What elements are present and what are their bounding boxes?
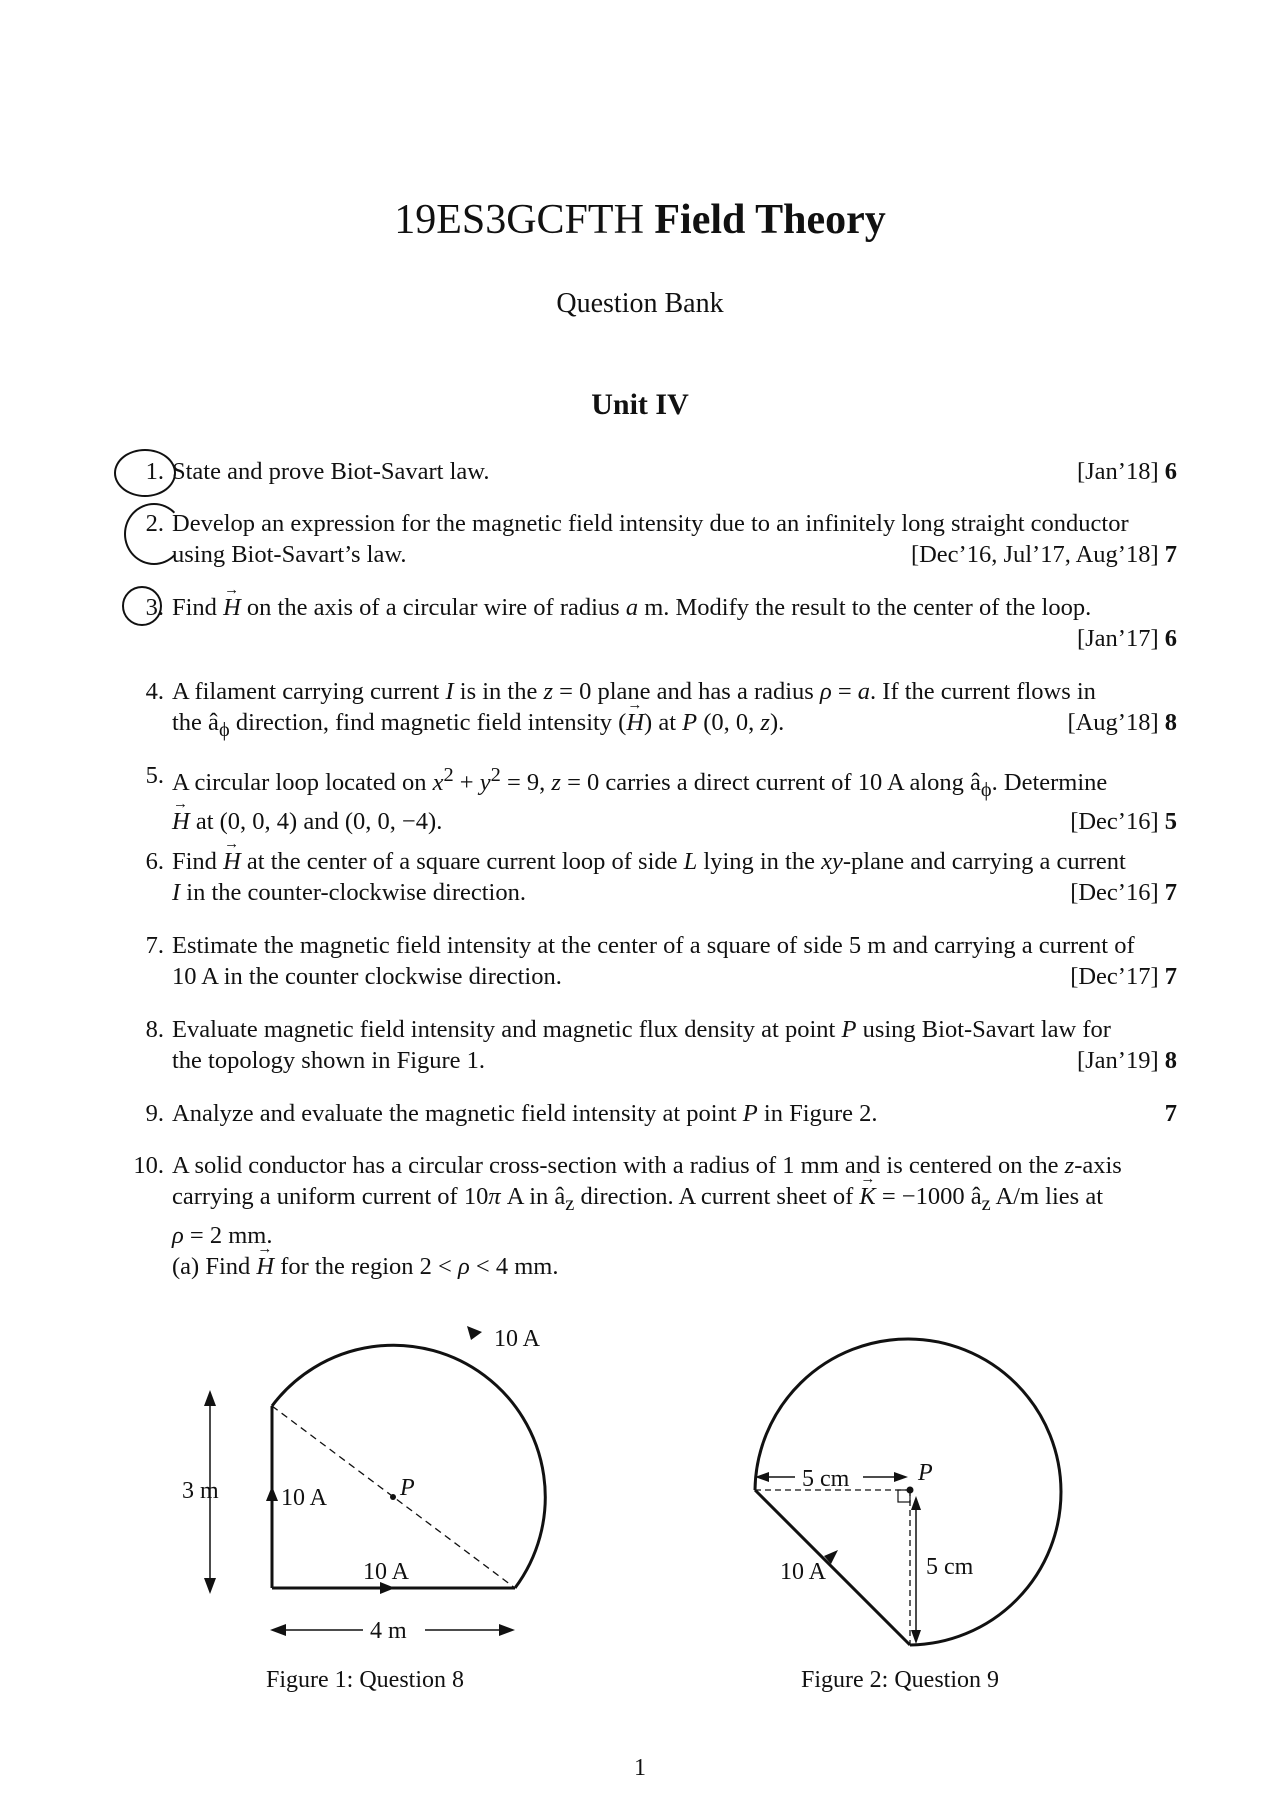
- left-edge-arrow-icon: [266, 1486, 278, 1501]
- loop-arc: [272, 1345, 545, 1588]
- label-arc-current: 10 A: [494, 1326, 541, 1352]
- question-10: [122, 1150, 1177, 1282]
- label-height: 3 m: [182, 1478, 219, 1504]
- course-name: Field Theory: [654, 197, 886, 243]
- question-number: 4.: [145, 678, 164, 705]
- figure-2-caption: Figure 2: Question 9: [801, 1667, 999, 1693]
- point-p-dot: [390, 1494, 396, 1500]
- question-text: A circular loop located on $x^2 + y^2 = 9$, z = 0 carries a direct current of 10 A along $â_\phi$. Determine: [172, 764, 1108, 802]
- width-arrow-left-icon: [270, 1624, 286, 1636]
- label-point-p: P: [400, 1475, 415, 1501]
- question-text: Find → H at the center of a square current loop of side L lying in the xy-plane and carrying a current: [172, 846, 1177, 877]
- question-tag: [Jan’17] 6: [1076, 625, 1177, 652]
- question-text: A filament carrying current I is in the z = 0 plane and has a radius ρ = a. If the current flows in: [172, 678, 1096, 705]
- question-text: State and prove Biot-Savart law.: [172, 458, 490, 485]
- course-code: 19ES3GCFTH: [394, 197, 644, 243]
- question-text: Find → H on the axis of a circular wire of radius a m. Modify the result to the center of the loop.: [172, 592, 1177, 623]
- question-number: 9.: [145, 1100, 164, 1127]
- unit-heading: Unit IV: [591, 388, 689, 421]
- question-7: [122, 930, 1177, 992]
- height-arrow-up-icon: [204, 1390, 216, 1406]
- question-text: A solid conductor has a circular cross-section with a radius of 1 mm and is centered on the z-axis: [172, 1152, 1122, 1179]
- question-9: [122, 1098, 1177, 1129]
- question-number: 8.: [145, 1016, 164, 1043]
- question-tag: [Dec’16] 5: [1070, 808, 1177, 836]
- figure-1: [180, 1320, 580, 1650]
- question-subpart: (a) Find → H for the region 2 < ρ < 4 mm.: [172, 1251, 1177, 1282]
- question-text-cont: the $â_\phi$ direction, find magnetic field intensity (→ H) at P (0, 0, z).: [172, 709, 784, 736]
- label-vertical: 5 cm: [926, 1554, 974, 1580]
- question-tag: [Jan’19] 8: [1076, 1047, 1177, 1074]
- question-tag: 7: [1164, 1100, 1177, 1127]
- question-text: carrying a uniform current of 10π A in $â_z$ direction. A current sheet of → K = −1000 $â_z$ A/m lies at: [172, 1181, 1177, 1220]
- page-title: [0, 196, 1280, 244]
- loop-diagonal-edge: [755, 1490, 910, 1645]
- question-number: 6.: [145, 848, 164, 875]
- question-tag: [Jan’18] 6: [1076, 458, 1177, 485]
- height-arrow-down-icon: [204, 1578, 216, 1594]
- question-number: 10.: [133, 1152, 164, 1179]
- question-1: [122, 456, 1177, 487]
- question-text-cont: → H at (0, 0, 4) and (0, 0, −4).: [172, 808, 442, 835]
- label-horizontal: 5 cm: [802, 1466, 850, 1492]
- question-number: 3.: [145, 594, 164, 621]
- arc-arrow-icon: [467, 1326, 482, 1340]
- vertical-arrow-up-icon: [911, 1496, 921, 1510]
- figure-2: [740, 1320, 1100, 1660]
- question-text-cont: I in the counter-clockwise direction.: [172, 879, 526, 906]
- horizontal-arrow-right-icon: [894, 1472, 908, 1482]
- question-5: [122, 760, 1177, 837]
- page-subtitle: Question Bank: [556, 288, 724, 319]
- question-tag: [Dec’17] 7: [1070, 963, 1177, 990]
- question-tag: [Dec’16] 7: [1070, 879, 1177, 906]
- question-4: [122, 676, 1177, 746]
- point-p-dot: [907, 1487, 914, 1494]
- question-text: Develop an expression for the magnetic field intensity due to an infinitely long straight conductor: [172, 510, 1129, 537]
- question-text: Analyze and evaluate the magnetic field intensity at point P in Figure 2.: [172, 1100, 878, 1127]
- question-number: 7.: [145, 932, 164, 959]
- width-arrow-right-icon: [499, 1624, 515, 1636]
- question-tag: [Dec’16, Jul’17, Aug’18] 7: [910, 541, 1177, 568]
- question-3: [122, 592, 1177, 654]
- question-number: 2.: [145, 510, 164, 537]
- question-number: 5.: [145, 762, 164, 789]
- question-text-cont: 10 A in the counter clockwise direction.: [172, 963, 562, 990]
- question-2: [122, 508, 1177, 570]
- label-current: 10 A: [780, 1559, 827, 1585]
- question-tag: [Aug’18] 8: [1067, 709, 1177, 736]
- question-text: Evaluate magnetic field intensity and magnetic flux density at point P using Biot-Savart law for: [172, 1016, 1111, 1043]
- page-number: 1: [634, 1755, 646, 1781]
- question-text-cont: the topology shown in Figure 1.: [172, 1047, 486, 1074]
- vertical-arrow-down-icon: [911, 1630, 921, 1644]
- label-left-current: 10 A: [281, 1485, 328, 1511]
- question-text: Estimate the magnetic field intensity at the center of a square of side 5 m and carrying a current of: [172, 932, 1135, 959]
- question-8: [122, 1014, 1177, 1076]
- question-text-cont: using Biot-Savart’s law.: [172, 541, 407, 568]
- question-6: [122, 846, 1177, 908]
- label-point-p: P: [918, 1460, 933, 1486]
- label-width: 4 m: [370, 1618, 407, 1644]
- question-text: ρ = 2 mm.: [172, 1221, 273, 1249]
- figure-1-caption: Figure 1: Question 8: [266, 1667, 464, 1693]
- question-number: 1.: [145, 458, 164, 485]
- label-bottom-current: 10 A: [363, 1559, 410, 1585]
